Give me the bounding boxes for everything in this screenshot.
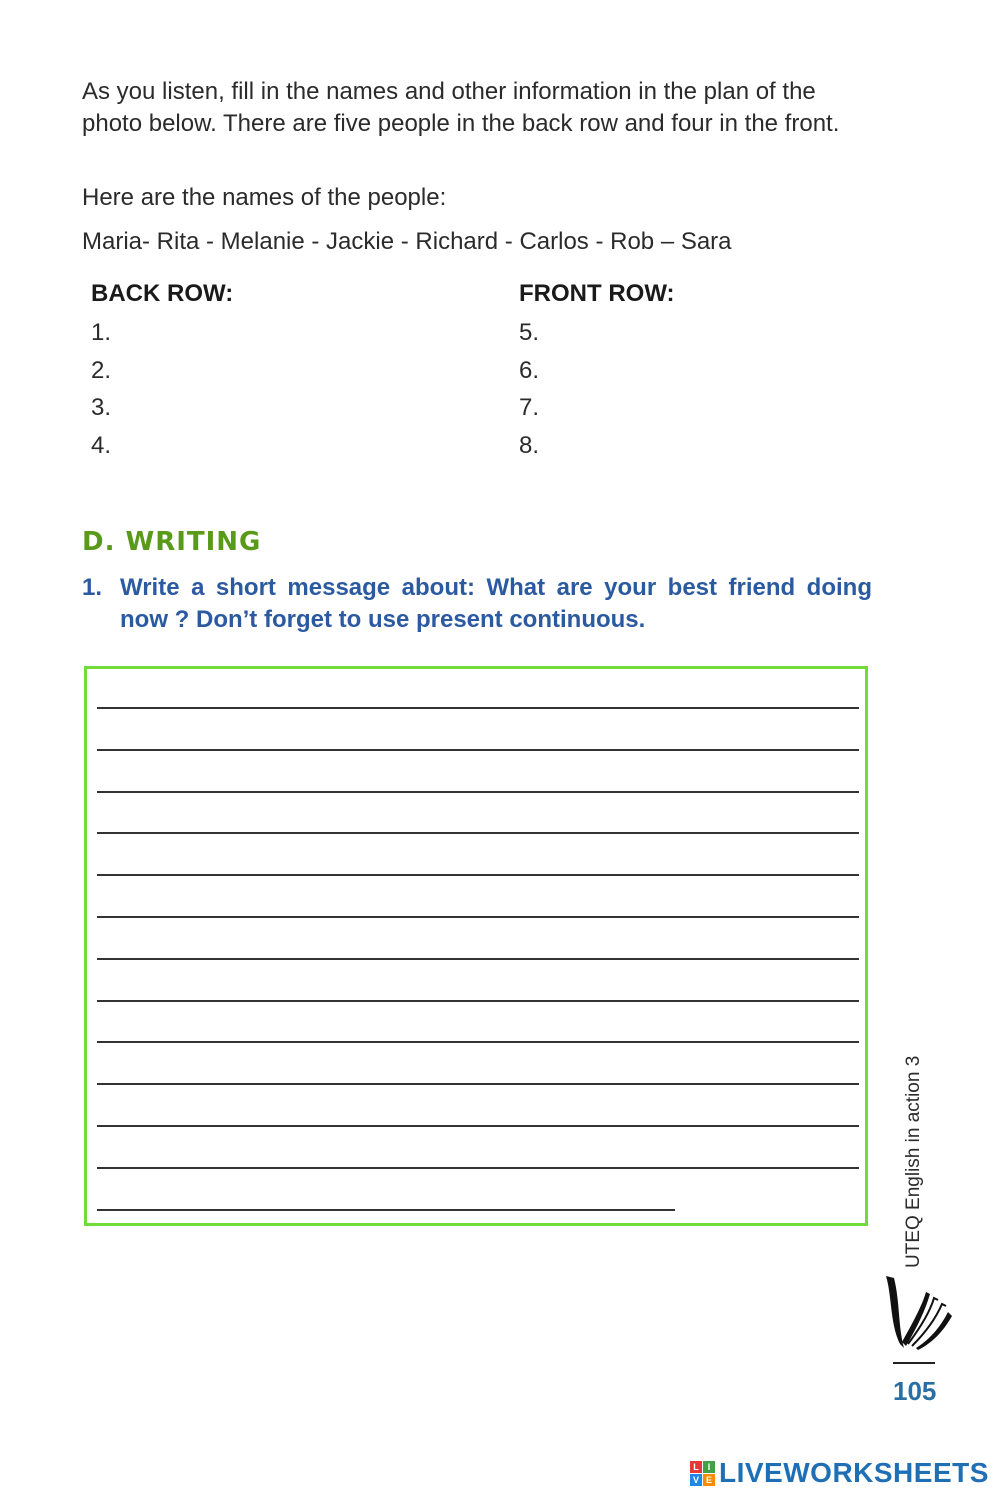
back-row-item: 2. (91, 356, 112, 384)
back-row-column (91, 280, 233, 464)
writing-box[interactable] (84, 666, 868, 1226)
writing-line[interactable] (97, 707, 859, 709)
writing-line[interactable] (97, 1000, 859, 1002)
liveworksheets-logo-icon (690, 1461, 715, 1486)
open-book-icon (878, 1272, 958, 1352)
logo-letter: I (703, 1461, 715, 1473)
front-row-item: 5. (519, 319, 540, 346)
writing-line[interactable] (97, 1083, 859, 1085)
brand-name: LIVEWORKSHEETS (719, 1457, 989, 1488)
writing-line[interactable] (97, 874, 859, 876)
back-row-item: 1. (91, 319, 112, 346)
logo-letter: L (690, 1461, 702, 1473)
back-row-heading: BACK ROW: (91, 280, 234, 307)
page-number-rule (893, 1362, 935, 1364)
task-text: Write a short message about: What are your best friend doing now ? Don’t forget to use present continuous. (120, 574, 872, 633)
back-row-item: 4. (91, 431, 112, 459)
front-row-column (519, 280, 675, 464)
front-row-item: 7. (519, 394, 540, 421)
front-row-heading: FRONT ROW: (519, 280, 675, 307)
writing-line[interactable] (97, 791, 859, 793)
writing-line[interactable] (97, 1209, 675, 1211)
writing-task (82, 572, 872, 636)
writing-line[interactable] (97, 916, 859, 918)
instructions-text: As you listen, fill in the names and other information in the plan of the photo below. There are five people in the back row and four in the front. (82, 78, 840, 137)
logo-letter: V (690, 1474, 702, 1486)
instructions (82, 76, 882, 140)
writing-line[interactable] (97, 832, 859, 834)
writing-line[interactable] (97, 1167, 859, 1169)
task-number: 1. (82, 574, 103, 601)
writing-line[interactable] (97, 749, 859, 751)
section-title: D. WRITING (82, 527, 262, 557)
side-label: UTEQ English in action 3 (903, 1055, 924, 1268)
names-lead: Here are the names of the people: (82, 184, 447, 211)
writing-line[interactable] (97, 958, 859, 960)
back-row-item: 3. (91, 394, 112, 421)
logo-letter: E (703, 1474, 715, 1486)
footer-brand (690, 1458, 989, 1488)
names-list: Maria- Rita - Melanie - Jackie - Richard - Carlos - Rob – Sara (82, 228, 732, 255)
page-number: 105 (893, 1376, 937, 1406)
front-row-item: 6. (519, 356, 540, 384)
front-row-item: 8. (519, 431, 540, 459)
writing-line[interactable] (97, 1125, 859, 1127)
writing-line[interactable] (97, 1041, 859, 1043)
